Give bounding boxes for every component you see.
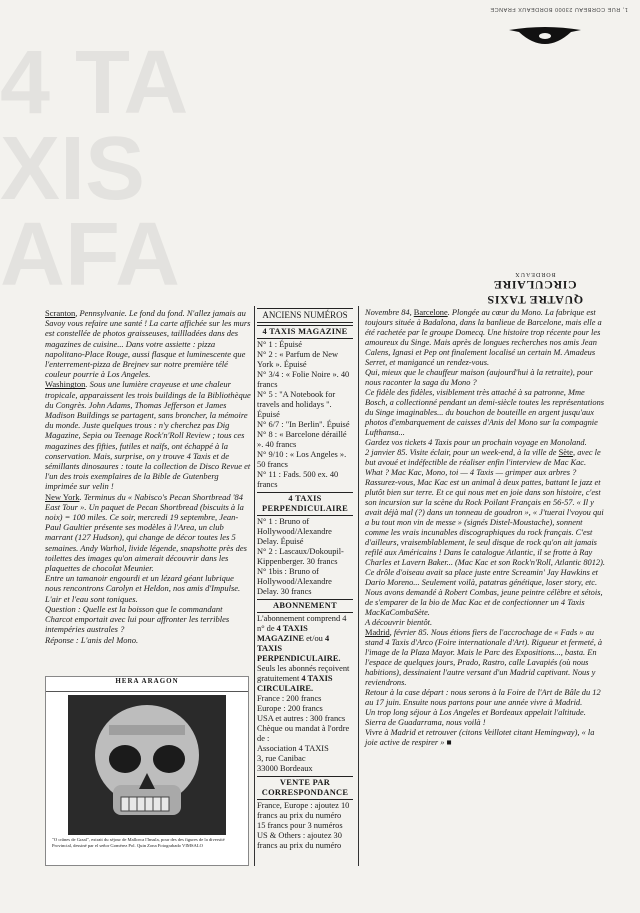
list-item: N° 8 : « Barcelone déraillé ». 40 francs	[257, 430, 347, 449]
page-subtitle: BORDEAUX	[514, 271, 556, 277]
list-item: N° 6/7 : "In Berlin". Épuisé	[257, 420, 350, 429]
list-item: N° 2 : « Parfum de New York ». Épuisé	[257, 350, 339, 369]
list-item: N° 1 : Bruno of Hollywood/Alexandre Delay. Épuisé	[257, 517, 332, 546]
photo-masthead: HERA ARAGON	[46, 677, 248, 692]
price-line: Chèque ou mandat à l'ordre de :	[257, 724, 350, 743]
paragraph: Un trop long séjour à Los Angeles et Bordeaux appelait l'altitude. Sierra de Guadarrama, nous voilà !	[365, 708, 586, 727]
anciens-heading: ANCIENS NUMÉROS	[257, 308, 353, 323]
photo-caption: "O crânes de Graal", extrait du séjour de Mallorca l'Insula, pour des des figures de la diversité Provincial, dessiné par el señor Gomérez Pol. Quin Zona Fotograbado VIMSALO	[52, 837, 225, 848]
masthead-title	[450, 271, 620, 307]
paragraph: New York. Terminus du « Nabisco's Pecan Shortbread '84 East Tour ». Un paquet de Pecan Shortbread (biscuits à la noix) = 100 miles. Ce soir, mercredi 19 septembre, Jean-Paul Gaultier présente ses modèles à l'Area, un club marrant (127 Hudson), qui change de décor toutes les 5 semaines. Andy Warhol, livide légende, snapshotte près des toilettes des images qu'on aimerait découvrir dans les plaquettes de chocolat Meunier.	[45, 491, 247, 574]
skull-image	[68, 695, 226, 835]
abonnement-text: L'abonnement comprend 4 n° de 4 TAXIS MAGAZINE et/ou 4 TAXIS PERPENDICULAIRE.	[257, 614, 347, 663]
paragraph: Question : Quelle est la boisson que le commandant Charcot emportait avec lui pour affronter les terribles intempéries australes ?	[45, 603, 230, 635]
taxi-logo-icon	[505, 22, 585, 58]
list-item: N° 11 : Fads. 500 ex. 40 francs	[257, 470, 339, 489]
paragraph: Qui, mieux que le chauffeur maison (aujourd'hui à la retraite), pour nous raconter la saga du Mono ?	[365, 368, 593, 387]
newspaper-photo	[45, 676, 249, 866]
paragraph: 2 janvier 85. Visite éclair, pour un week-end, à la ville de Sète, avec le but avoué et indéfectible de réaliser enfin l'interview de Mac Kac.	[365, 448, 601, 467]
paragraph: Réponse : L'anis del Mono.	[45, 634, 139, 645]
page-title: QUATRE TAXIS CIRCULAIRE	[486, 278, 584, 307]
column-left	[45, 308, 251, 645]
section-heading: 4 TAXIS PERPENDICULAIRE	[257, 492, 353, 516]
list-item: N° 9/10 : « Los Angeles ». 50 francs	[257, 450, 347, 469]
paragraph: Novembre 84, Barcelone. Plongée au cœur du Mono. La fabrique est toujours située à Badalona, dans la banlieue de Barcelone, mais elle a été rachetée par le groupe Domecq. Une histoire trop récente pour les amoureux du Singe. Mais après de longues recherches nos amis Jean Calens, Ignasi et Pep ont finalement localisé un certain M. Amadeus Serret, et manigancé un rendez-vous.	[365, 308, 602, 367]
list-item: France, Europe : ajoutez 10 francs au prix du numéro	[257, 801, 350, 820]
list-item: N° 2 : Lascaux/Dokoupil-Kippenberger. 30 francs	[257, 547, 344, 566]
price-line: Europe : 200 francs	[257, 704, 323, 713]
column-divider-1	[254, 306, 255, 866]
list-item: US & Others : ajoutez 30 francs au prix du numéro	[257, 831, 342, 850]
price-line: France : 200 francs	[257, 694, 322, 703]
paragraph: Washington. Sous une lumière crayeuse et une chaleur tropicale, apparaissent les trois buildings de la Bibliothèque du Congrès. John Adams, Thomas Jefferson et James Madison Buildings se partagent, sans broncher, la mémoire du monde. Juste quelques trous : n'y cherchez pas Dig Magazine, Sepia ou Teenage Rock'n'Roll Review ; tous ces magazines des fifties, futiles et naïfs, ont échappé à la conservation. Mais, surprise, on y trouve 4 Taxis et de sémillants dinosaures : toute la collection de Disco Revue et l'un des trois exemplaires de la Bible de Gutenberg imprimée sur velin !	[45, 379, 251, 492]
paragraph: Retour à la case départ : nous serons à la Foire de l'Art de Bâle du 12 au 17 juin. Ensuite nous partons pour une année vivre à Madrid.	[365, 688, 601, 707]
paragraph: Ce fidèle des fidèles, visiblement très attaché à sa patronne, Mme Bosch, a collectionné pendant un demi-siècle toutes les représentations du Singe imaginables... du bouchon de bouteille en argent jusqu'aux photos d'embarquement de caisses d'Anis del Mono sur la compagnie Lufthansa...	[365, 388, 605, 437]
price-line: USA et autres : 300 francs	[257, 714, 346, 723]
list-item: N° 1 : Épuisé	[257, 340, 302, 349]
section-heading: VENTE PAR CORRESPONDANCE	[257, 776, 353, 800]
paragraph: Madrid, février 85. Nous étions fiers de l'accrochage de « Fads » au stand 4 Taxis d'Arco (Foire internationale d'Art). Rigueur et fermeté, à l'image de la Plaza Mayor. Mais le Parc des Expositions..., basta. En l'espace de quelques jours, Prado, Rastro, calle Lavapiés (où nous habitions), dessinaient l'autre versant d'un Madrid captivant. Nous y reviendrons.	[365, 628, 603, 687]
section-heading: 4 TAXIS MAGAZINE	[257, 325, 353, 339]
paragraph: Nous avons demandé à Robert Combas, jeune peintre célèbre et sétois, de s'emparer de la bio de Mac Kac et de confectionner un 4 Taxis MacKaCombaSète.	[365, 588, 603, 617]
list-item: 15 francs pour 3 numéros	[257, 821, 343, 830]
paragraph: Rassurez-vous, Mac Kac est un animal à deux pattes, battant le jazz et plutôt bien sur terre. Et ce qui nous met en joie dans son histoire, c'est son incursion sur la scène du Rock Poilant Français en 56-57. « Il y avait déjà mal (?) dans un tonneau de goudron », « J'tuerai l'voyou qui a bu tout mon vin de messe » (signés Distel-Moustache), sonnent comme les vrais incunables discographiques du rock français. C'est d'ailleurs, vraisemblablement, le seul disque de rock qu'on ait jamais refilé aux Américains ! Dans le catalogue Atlantic, il se frotte à Ray Charles et Lavern Baker... (Mac Kac et son Rock'n'Roll, Atlantic 8012).	[365, 478, 605, 567]
section-heading: ABONNEMENT	[257, 599, 353, 613]
abonnement-text: Seuls les abonnés reçoivent gratuitement 4 TAXIS CIRCULAIRE.	[257, 664, 350, 693]
list-item: N° 5 : "A Notebook for travels and holidays ". Épuisé	[257, 390, 336, 419]
paragraph: A découvrir bientôt.	[365, 618, 433, 627]
list-item: N° 3/4 : « Folie Noire ». 40 francs	[257, 370, 350, 389]
header-address: 1, RUE CORBEAU 23000 BORDEAUX FRANCE	[490, 6, 628, 12]
price-line: 33000 Bordeaux	[257, 764, 313, 773]
paragraph: Vivre à Madrid et retrouver (citons Veillotet citant Hemingway), « la joie active de respirer » ■	[365, 728, 595, 747]
paragraph: Entre un tamanoir engourdi et un lézard géant lubrique nous rencontrons Carolyn et Heldon, nos amis d'Impulse. L'air et l'eau sont toniques.	[45, 573, 241, 604]
paragraph: Gardez vos tickets 4 Taxis pour un prochain voyage en Monoland.	[365, 438, 587, 447]
paragraph: What ? Mac Kac, Mono, toi — 4 Taxis — grimper aux arbres ?	[365, 468, 577, 477]
price-line: Association 4 TAXIS	[257, 744, 329, 753]
column-divider-2	[358, 306, 359, 866]
price-line: 3, rue Canibac	[257, 754, 306, 763]
column-right	[365, 308, 605, 748]
list-item: N° 1bis : Bruno of Hollywood/Alexandre Delay. 30 francs	[257, 567, 332, 596]
paragraph: Scranton, Pennsylvanie. Le fond du fond. N'allez jamais au Savoy vous refaire une santé ! La carte affichée sur les murs est constellée de photos graisseuses, taillladées dans des magazines de cuisine... Dans votre assiette : pizza napolitano-Place Rouge, aussi flasque et luminescente que l'enterrement-pizza de Brejnev sur notre première télé couleur pourrie à Los Angeles.	[45, 308, 251, 380]
paragraph: Ce drôle d'oiseau avait sa place juste entre Screamin' Jay Hawkins et Dario Moreno... Seulement voilà, patatras génétique, loser story, etc.	[365, 568, 598, 587]
column-middle	[257, 308, 353, 851]
skull-icon	[83, 701, 211, 831]
faded-background-lettering: 4 TA XIS AFA	[0, 33, 189, 305]
